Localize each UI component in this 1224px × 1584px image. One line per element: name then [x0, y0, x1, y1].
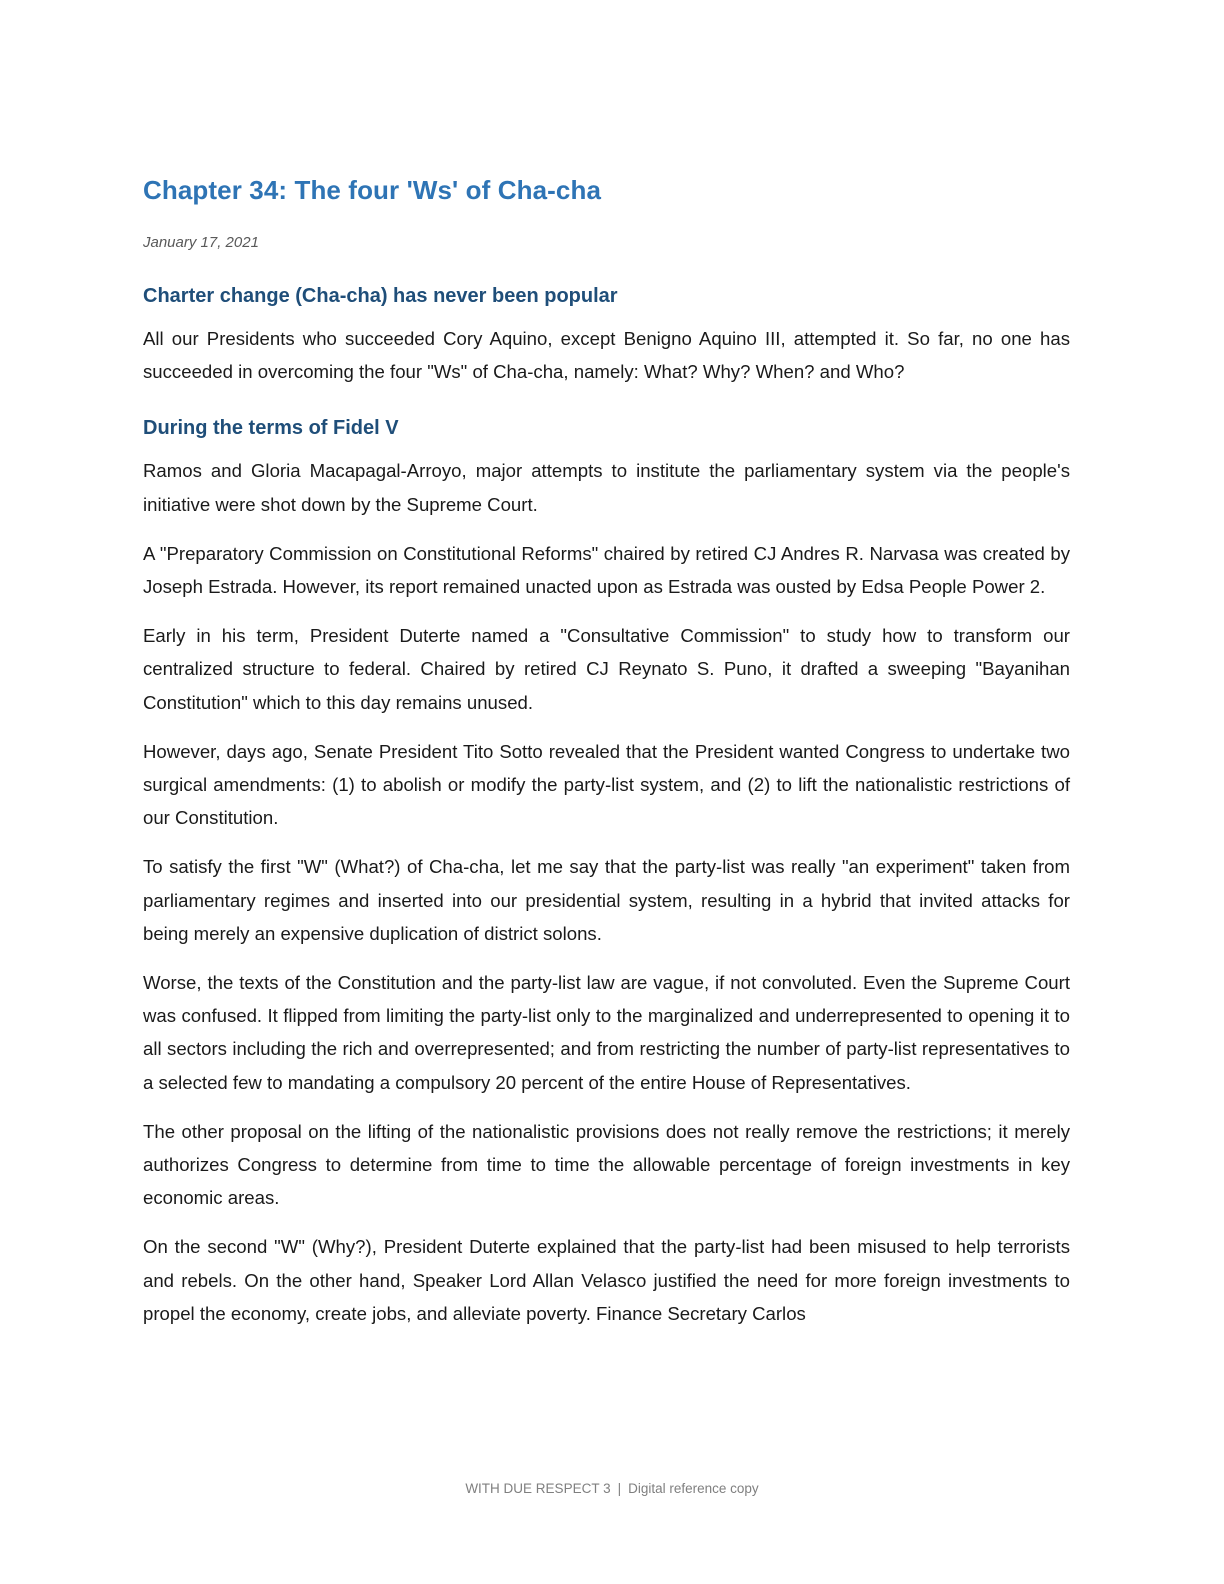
paragraph: On the second "W" (Why?), President Duterte explained that the party-list had been misused to help terrorists and rebels. On the other hand, Speaker Lord Allan Velasco justified the need for more foreign investments to propel the economy, create jobs, and alleviate poverty. Finance Secretary Carlos	[143, 1236, 1070, 1324]
chapter-title: Chapter 34: The four 'Ws' of Cha-cha	[143, 175, 602, 205]
publication-date: January 17, 2021	[143, 234, 259, 251]
paragraph: To satisfy the first "W" (What?) of Cha-cha, let me say that the party-list was really "an experiment" taken from parliamentary regimes and inserted into our presidential system, resulting in a hybrid that invited attacks for being merely an expensive duplication of district solons.	[143, 856, 1070, 944]
section-heading-2: During the terms of Fidel V	[143, 417, 399, 440]
paragraph: Ramos and Gloria Macapagal-Arroyo, major attempts to institute the parliamentary system via the people's initiative were shot down by the Supreme Court.	[143, 460, 1070, 515]
section-heading-1: Charter change (Cha-cha) has never been popular	[143, 285, 618, 307]
paragraph: The other proposal on the lifting of the nationalistic provisions does not really remove the restrictions; it merely authorizes Congress to determine from time to time the allowable percentage of foreign investments in key economic areas.	[143, 1120, 1070, 1209]
paragraph: Worse, the texts of the Constitution and the party-list law are vague, if not convoluted. Even the Supreme Court was confused. It flipped from limiting the party-list only to the marginalized and underrepresented to opening it to all sectors including the rich and overrepresented; and from restricting the number of party-list representatives to a selected few to mandating a compulsory 20 percent of the entire House of Representatives.	[143, 972, 1070, 1093]
paragraph: All our Presidents who succeeded Cory Aquino, except Benigno Aquino III, attempted it. So far, no one has succeeded in overcoming the four "Ws" of Cha-cha, namely: What? Why? When? and Who?	[143, 328, 1070, 383]
paragraph: A "Preparatory Commission on Constitutional Reforms" chaired by retired CJ Andres R. Narvasa was created by Joseph Estrada. However, its report remained unacted upon as Estrada was ousted by Edsa People Power 2.	[143, 542, 1070, 598]
footer-book-title: WITH DUE RESPECT 3	[465, 1481, 611, 1496]
footer-separator: |	[617, 1481, 622, 1496]
paragraph: Early in his term, President Duterte named a "Consultative Commission" to study how to transform our centralized structure to federal. Chaired by retired CJ Reynato S. Puno, it drafted a sweeping "Bayanihan Constitution" which to this day remains unused.	[143, 625, 1070, 713]
footer-note: Digital reference copy	[628, 1481, 759, 1496]
paragraph: However, days ago, Senate President Tito Sotto revealed that the President wanted Congress to undertake two surgical amendments: (1) to abolish or modify the party-list system, and (2) to lift the nationalistic restrictions of our Constitution.	[143, 740, 1070, 829]
page-footer	[0, 1480, 1224, 1498]
document-page	[143, 168, 1070, 1330]
